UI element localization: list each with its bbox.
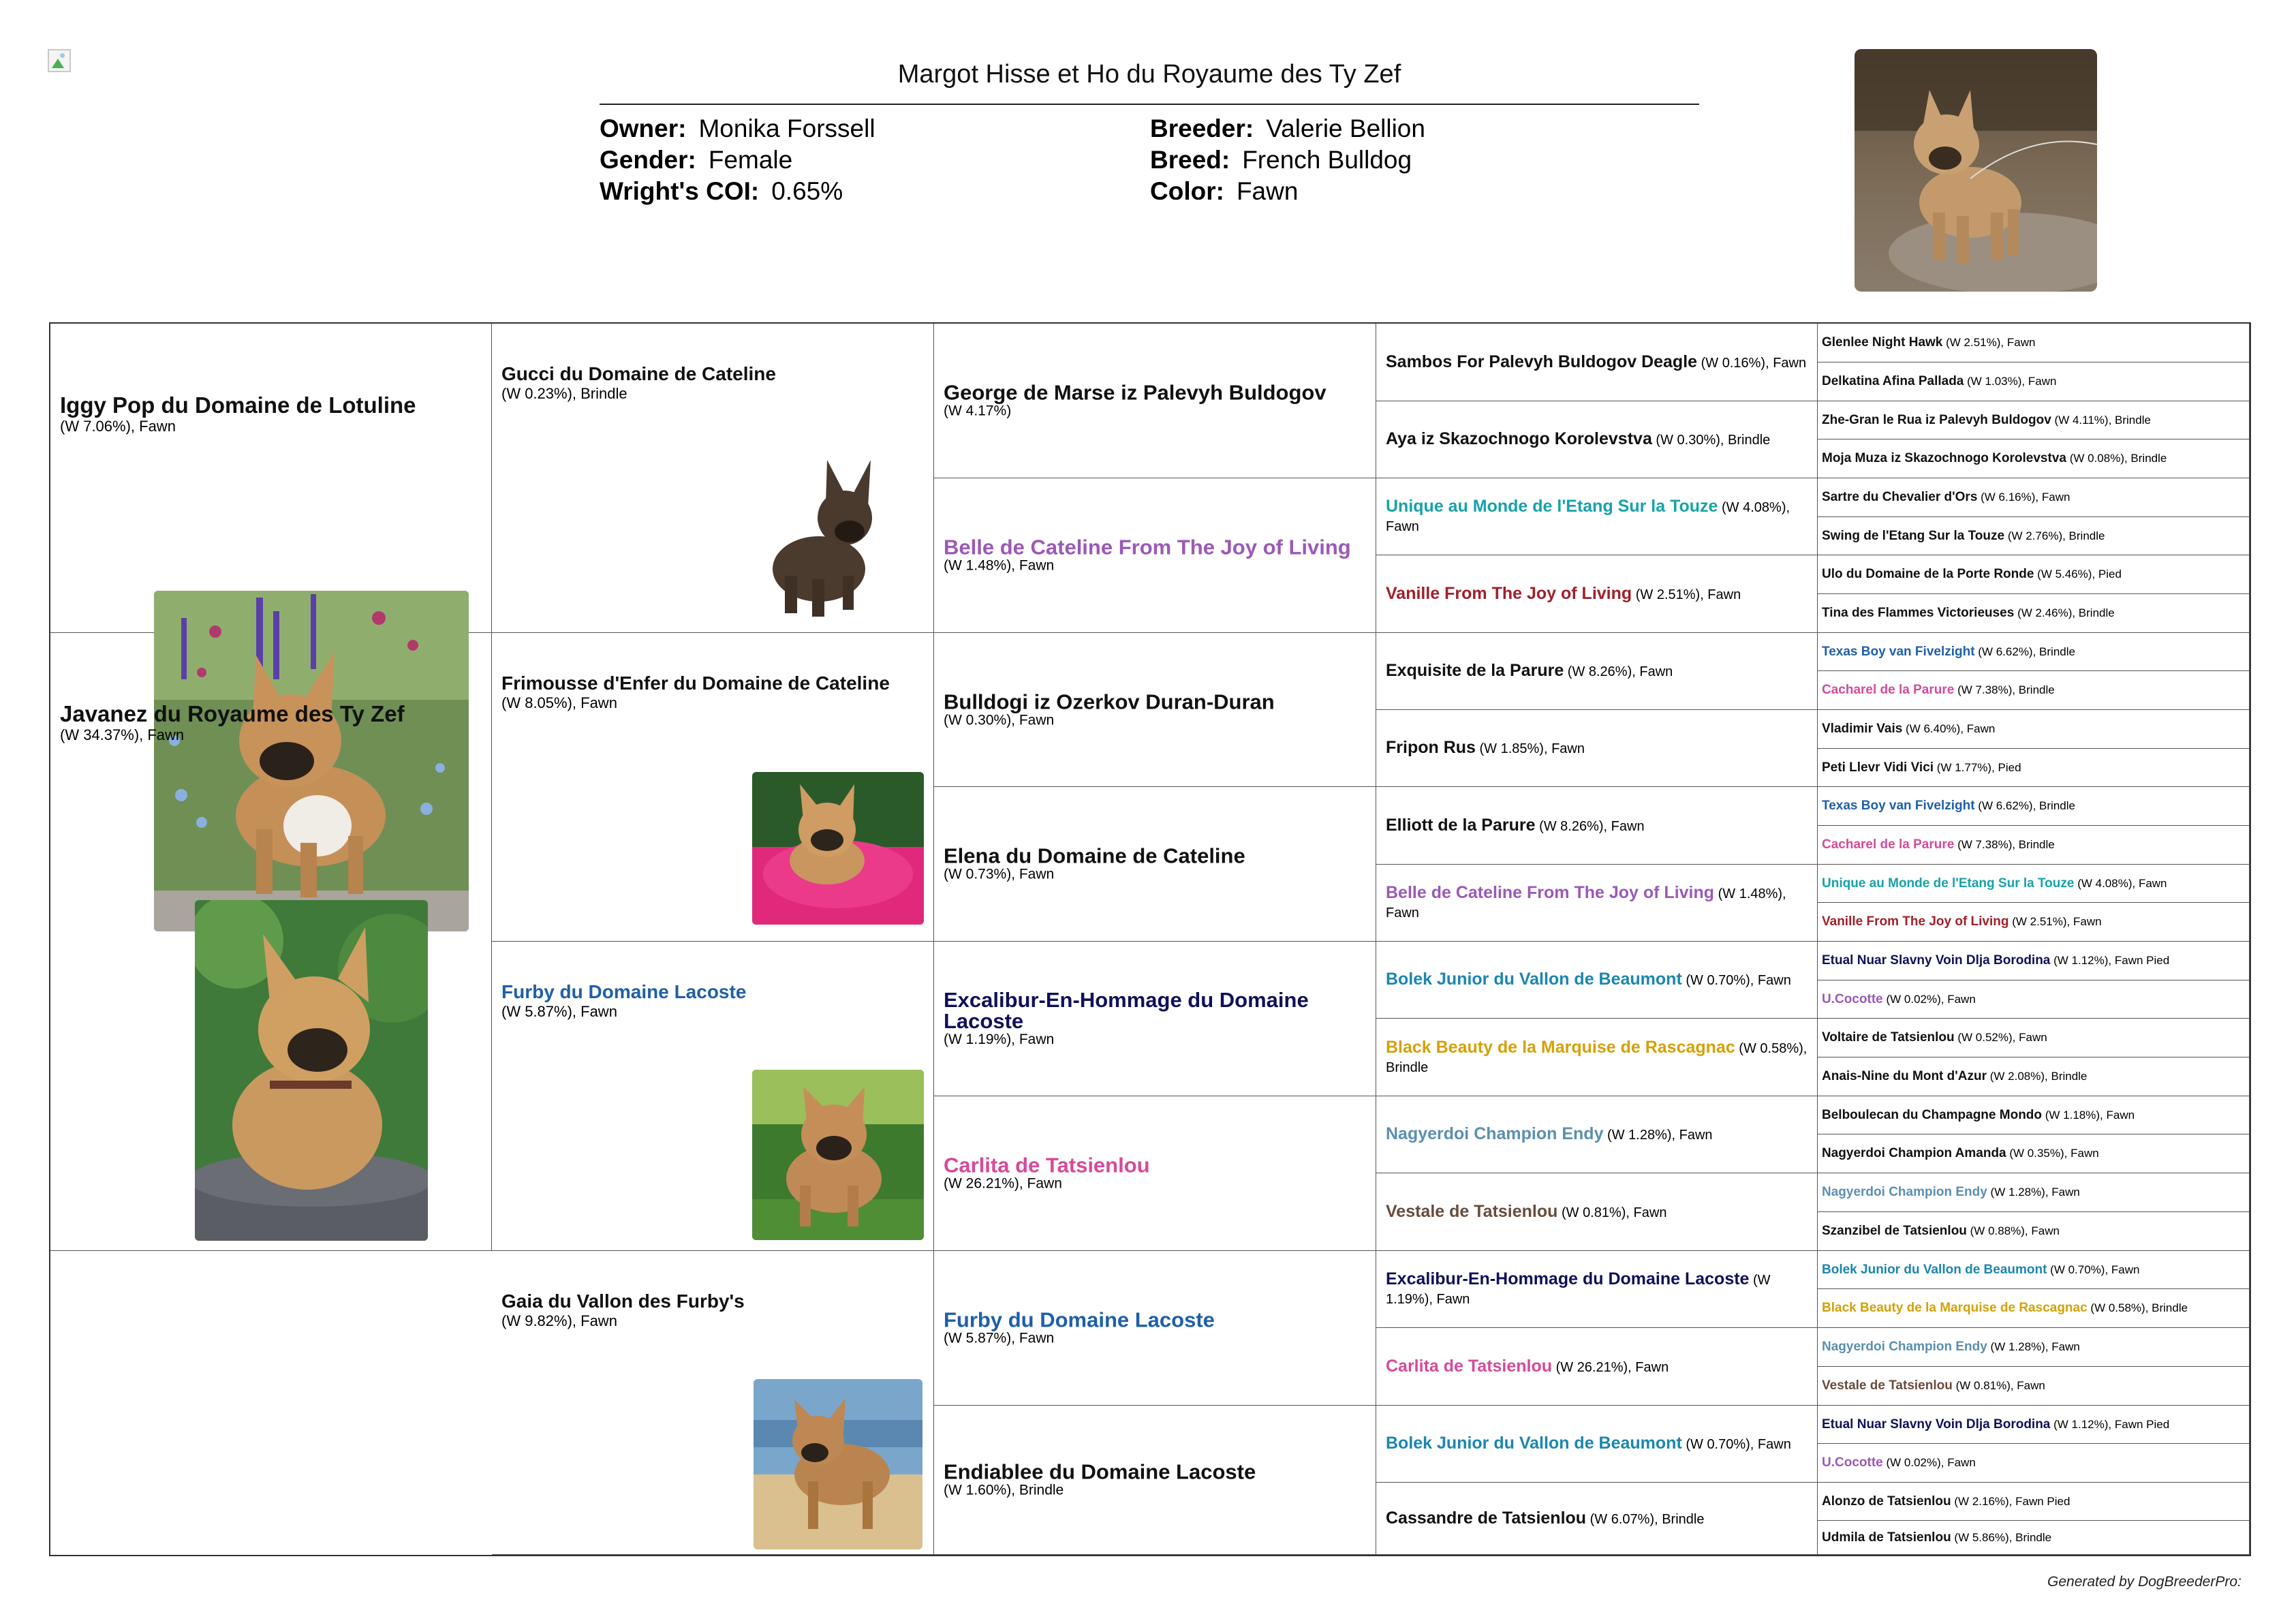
- dog-name[interactable]: Belboulecan du Champagne Mondo: [1822, 1107, 2043, 1122]
- dog-detail: (W 6.07%), Brindle: [1589, 1511, 1705, 1527]
- pedigree-gen5[interactable]: [1818, 1444, 2250, 1483]
- dog-detail: (W 6.16%), Fawn: [1981, 491, 2070, 504]
- pedigree-gen4[interactable]: [1376, 942, 1818, 1019]
- dog-name[interactable]: U.Cocotte: [1822, 1455, 1883, 1470]
- dog-name[interactable]: Alonzo de Tatsienlou: [1822, 1494, 1951, 1509]
- dog-detail: (W 2.51%), Fawn: [2012, 915, 2102, 928]
- dog-detail: (W 0.81%), Fawn: [1561, 1205, 1667, 1220]
- dog-name[interactable]: Vladimir Vais: [1822, 722, 1903, 736]
- pedigree-gen5[interactable]: [1818, 1251, 2250, 1289]
- dog-name[interactable]: Cacharel de la Parure: [1822, 837, 1955, 852]
- dog-detail: (W 0.08%), Brindle: [2069, 452, 2167, 465]
- dog-detail: (W 7.38%), Brindle: [1957, 683, 2055, 696]
- dog-name[interactable]: Moja Muza iz Skazochnogo Korolevstva: [1822, 451, 2066, 465]
- pedigree-gen5[interactable]: [1818, 1289, 2250, 1328]
- dog-detail: (W 7.38%), Brindle: [1957, 838, 2055, 851]
- dog-detail: (W 1.12%), Fawn Pied: [2053, 954, 2170, 967]
- color-row: Color: Fawn: [1150, 177, 1299, 205]
- dog-name[interactable]: Carlita de Tatsienlou: [944, 1153, 1150, 1177]
- pedigree-gen5[interactable]: [1818, 749, 2250, 787]
- dog-detail: (W 6.62%), Brindle: [1978, 645, 2075, 658]
- pedigree-gen5[interactable]: [1818, 1134, 2250, 1173]
- breeder-row: Breeder: Valerie Bellion: [1150, 114, 1425, 142]
- dog-detail: (W 8.26%), Fawn: [1567, 664, 1673, 679]
- dog-name[interactable]: Vestale de Tatsienlou: [1386, 1201, 1558, 1221]
- dog-detail: (W 4.17%): [944, 403, 1012, 419]
- dog-detail: (W 0.30%), Fawn: [944, 712, 1055, 728]
- dog-name[interactable]: Belle de Cateline From The Joy of Living: [1386, 883, 1715, 902]
- dog-name[interactable]: Voltaire de Tatsienlou: [1822, 1030, 1955, 1045]
- dog-name[interactable]: Nagyerdoi Champion Endy: [1822, 1340, 1987, 1354]
- dog-name[interactable]: Etual Nuar Slavny Voin Dlja Borodina: [1822, 1417, 2051, 1432]
- dog-name[interactable]: Nagyerdoi Champion Endy: [1386, 1124, 1604, 1143]
- pedigree-gen5[interactable]: [1818, 1019, 2250, 1057]
- info-left: [600, 113, 875, 207]
- pedigree-gen5[interactable]: [1818, 1367, 2250, 1406]
- dog-detail: (W 1.85%), Fawn: [1479, 741, 1585, 756]
- pedigree-gen2[interactable]: [492, 942, 934, 1251]
- dog-name[interactable]: Udmila de Tatsienlou: [1822, 1530, 1951, 1545]
- dog-name[interactable]: Glenlee Night Hawk: [1822, 335, 1943, 350]
- dog-name[interactable]: Sartre du Chevalier d'Ors: [1822, 490, 1978, 504]
- pedigree-gen4[interactable]: [1376, 555, 1818, 633]
- pedigree-gen4[interactable]: [1376, 633, 1818, 710]
- dog-detail: (W 1.77%), Pied: [1936, 760, 2021, 774]
- dog-detail: (W 0.02%), Fawn: [1886, 992, 1976, 1006]
- pedigree-gen5[interactable]: [1818, 1521, 2250, 1555]
- pedigree-gen5[interactable]: [1818, 826, 2250, 865]
- pedigree-gen5[interactable]: [1818, 517, 2250, 555]
- dog-name[interactable]: Texas Boy van Fivelzight: [1822, 644, 1975, 659]
- dog-name[interactable]: Unique au Monde de l'Etang Sur la Touze: [1822, 876, 2075, 891]
- dog-name[interactable]: Ulo du Domaine de la Porte Ronde: [1822, 567, 2034, 581]
- dog-detail: (W 0.81%), Fawn: [1955, 1379, 2045, 1392]
- dog-detail: (W 4.08%), Fawn: [2077, 876, 2167, 890]
- pedigree-gen5[interactable]: [1818, 1057, 2250, 1096]
- pedigree-gen4[interactable]: [1376, 1019, 1818, 1096]
- pedigree-gen5[interactable]: [1818, 1406, 2250, 1444]
- pedigree-gen5[interactable]: [1818, 362, 2250, 401]
- dog-detail: (W 2.51%), Fawn: [1635, 587, 1741, 602]
- dog-name[interactable]: Gucci du Domaine de Cateline: [501, 363, 776, 384]
- dog-photo: [764, 453, 879, 617]
- dog-name[interactable]: Bulldogi iz Ozerkov Duran-Duran: [944, 690, 1275, 713]
- gender-row: Gender: Female: [600, 146, 793, 174]
- dog-name[interactable]: Unique au Monde de l'Etang Sur la Touze: [1386, 497, 1718, 516]
- title-divider: [600, 104, 1699, 105]
- dog-name[interactable]: Etual Nuar Slavny Voin Dlja Borodina: [1822, 953, 2051, 968]
- owner-row: Owner: Monika Forssell: [600, 114, 875, 142]
- pedigree-gen4[interactable]: [1376, 1096, 1818, 1173]
- dog-name[interactable]: Elliott de la Parure: [1386, 815, 1536, 835]
- dog-detail: (W 4.11%), Brindle: [2054, 413, 2151, 427]
- breed-row: Breed: French Bulldog: [1150, 146, 1412, 174]
- dog-detail: (W 8.26%), Fawn: [1539, 818, 1645, 834]
- pedigree-gen4[interactable]: [1376, 1328, 1818, 1406]
- pedigree-gen3[interactable]: [934, 478, 1376, 633]
- dog-name[interactable]: Aya iz Skazochnogo Korolevstva: [1386, 429, 1652, 448]
- dog-name[interactable]: George de Marse iz Palevyh Buldogov: [944, 380, 1327, 405]
- pedigree-gen5[interactable]: [1818, 980, 2250, 1019]
- dog-detail: (W 1.28%), Fawn: [1990, 1340, 2080, 1353]
- subject-dog-photo: [1855, 49, 2097, 292]
- dog-name[interactable]: Anais-Nine du Mont d'Azur: [1822, 1069, 1987, 1083]
- dog-name[interactable]: Excalibur-En-Hommage du Domaine Lacoste: [1386, 1269, 1750, 1288]
- dog-detail: (W 0.52%), Fawn: [1957, 1031, 2047, 1044]
- dog-detail: (W 26.21%), Fawn: [944, 1175, 1062, 1192]
- dog-detail: (W 0.58%), Brindle: [2090, 1301, 2188, 1314]
- dog-detail: (W 0.73%), Fawn: [944, 866, 1055, 882]
- pedigree-table: [49, 322, 2251, 1556]
- dog-name[interactable]: Frimousse d'Enfer du Domaine de Cateline: [501, 673, 890, 694]
- pedigree-gen5[interactable]: [1818, 324, 2250, 362]
- coi-row: Wright's COI: 0.65%: [600, 177, 843, 205]
- dog-photo: [752, 1070, 924, 1240]
- dog-name[interactable]: Carlita de Tatsienlou: [1386, 1356, 1553, 1376]
- pedigree-gen5[interactable]: [1818, 787, 2250, 826]
- dog-name[interactable]: Zhe-Gran le Rua iz Palevyh Buldogov: [1822, 412, 2051, 427]
- dog-detail: (W 0.30%), Brindle: [1656, 433, 1771, 448]
- dog-detail: (W 0.70%), Fawn: [1686, 973, 1791, 988]
- dog-detail: (W 1.18%), Fawn: [2045, 1108, 2135, 1122]
- dog-detail: (W 8.05%), Fawn: [501, 694, 617, 711]
- dog-detail: (W 1.28%), Fawn: [1607, 1128, 1713, 1143]
- dog-name[interactable]: Vanille From The Joy of Living: [1822, 914, 2009, 929]
- pedigree-gen3[interactable]: [934, 1251, 1376, 1406]
- dog-name[interactable]: Peti Llevr Vidi Vici: [1822, 760, 1934, 775]
- pedigree-gen5[interactable]: [1818, 1483, 2250, 1521]
- pedigree-gen3[interactable]: [934, 942, 1376, 1096]
- pedigree-gen4[interactable]: [1376, 1173, 1818, 1251]
- pedigree-gen5[interactable]: [1818, 401, 2250, 439]
- dog-name[interactable]: Excalibur-En-Hommage du Domaine Lacoste: [944, 988, 1309, 1033]
- pedigree-gen2[interactable]: [492, 633, 934, 942]
- dog-detail: (W 4.08%), Fawn: [1386, 500, 1790, 534]
- pedigree-gen5[interactable]: [1818, 1328, 2250, 1367]
- dog-name[interactable]: Cassandre de Tatsienlou: [1386, 1508, 1587, 1528]
- dog-detail: (W 0.58%), Brindle: [1386, 1040, 1808, 1075]
- dog-name[interactable]: Iggy Pop du Domaine de Lotuline: [60, 392, 416, 418]
- pedigree-gen4[interactable]: [1376, 1483, 1818, 1555]
- dog-name[interactable]: Swing de l'Etang Sur la Touze: [1822, 528, 2005, 543]
- dog-detail: (W 6.62%), Brindle: [1978, 799, 2075, 812]
- dog-detail: (W 0.23%), Brindle: [501, 385, 627, 402]
- dog-photo: [754, 1379, 922, 1549]
- dog-name[interactable]: Furby du Domaine Lacoste: [944, 1308, 1215, 1332]
- pedigree-gen4[interactable]: [1376, 865, 1818, 942]
- pedigree-gen5[interactable]: [1818, 633, 2250, 671]
- pedigree-gen2[interactable]: [492, 1251, 934, 1555]
- dog-name[interactable]: Sambos For Palevyh Buldogov Deagle: [1386, 352, 1698, 371]
- dog-detail: (W 2.46%), Brindle: [2017, 606, 2115, 619]
- dog-name[interactable]: Elena du Domaine de Cateline: [944, 844, 1245, 868]
- pedigree-gen5[interactable]: [1818, 1096, 2250, 1134]
- dog-photo: [752, 772, 924, 925]
- dog-name[interactable]: Texas Boy van Fivelzight: [1822, 799, 1975, 813]
- dog-name[interactable]: Vanille From The Joy of Living: [1386, 583, 1632, 603]
- pedigree-sire[interactable]: [50, 324, 492, 633]
- dog-detail: (W 1.48%), Fawn: [944, 557, 1055, 574]
- dog-detail: (W 7.06%), Fawn: [60, 418, 176, 435]
- dog-name[interactable]: Delkatina Afina Pallada: [1822, 374, 1964, 388]
- dog-detail: (W 0.35%), Fawn: [2009, 1147, 2099, 1160]
- dog-detail: (W 0.88%), Fawn: [1970, 1224, 2060, 1237]
- dog-name[interactable]: Endiablee du Domaine Lacoste: [944, 1459, 1256, 1484]
- dog-detail: (W 2.76%), Brindle: [2007, 529, 2105, 542]
- dog-name[interactable]: Bolek Junior du Vallon de Beaumont: [1386, 970, 1682, 989]
- pedigree-gen5[interactable]: [1818, 671, 2250, 710]
- dog-detail: (W 0.02%), Fawn: [1886, 1456, 1976, 1469]
- pedigree-gen4[interactable]: [1376, 401, 1818, 478]
- pedigree-gen5[interactable]: [1818, 478, 2250, 517]
- pedigree-gen3[interactable]: [934, 787, 1376, 942]
- dog-detail: (W 0.70%), Fawn: [1686, 1437, 1791, 1452]
- dog-name[interactable]: Bolek Junior du Vallon de Beaumont: [1822, 1262, 2047, 1277]
- dog-name[interactable]: Nagyerdoi Champion Amanda: [1822, 1146, 2006, 1160]
- dog-detail: (W 5.87%), Fawn: [501, 1003, 617, 1020]
- dog-detail: (W 5.86%), Brindle: [1954, 1530, 2052, 1544]
- pedigree-gen4[interactable]: [1376, 710, 1818, 787]
- dog-detail: (W 1.28%), Fawn: [1990, 1186, 2080, 1199]
- dog-detail: (W 26.21%), Fawn: [1555, 1359, 1669, 1375]
- pedigree-gen5[interactable]: [1818, 903, 2250, 942]
- pedigree-gen4[interactable]: [1376, 1406, 1818, 1483]
- pedigree-gen4[interactable]: [1376, 1251, 1818, 1328]
- dog-detail: (W 5.46%), Pied: [2037, 568, 2122, 581]
- dog-name[interactable]: Black Beauty de la Marquise de Rascagnac: [1386, 1037, 1735, 1057]
- pedigree-gen3[interactable]: [934, 633, 1376, 787]
- pedigree-gen5[interactable]: [1818, 1212, 2250, 1251]
- dog-detail: (W 1.19%), Fawn: [944, 1032, 1055, 1047]
- dog-name[interactable]: Nagyerdoi Champion Endy: [1822, 1185, 1987, 1199]
- dog-detail: (W 34.37%), Fawn: [60, 726, 185, 743]
- pedigree-gen5[interactable]: [1818, 555, 2250, 594]
- pedigree-gen4[interactable]: [1376, 787, 1818, 865]
- dog-name[interactable]: Cacharel de la Parure: [1822, 683, 1955, 697]
- dog-name[interactable]: Furby du Domaine Lacoste: [501, 981, 747, 1002]
- dog-detail: (W 1.12%), Fawn Pied: [2053, 1417, 2170, 1431]
- dog-detail: (W 2.08%), Brindle: [1989, 1070, 2088, 1083]
- broken-image-icon: [48, 49, 71, 72]
- pedigree-gen5[interactable]: [1818, 865, 2250, 903]
- dog-detail: (W 0.70%), Fawn: [2050, 1263, 2140, 1276]
- dog-name[interactable]: Exquisite de la Parure: [1386, 661, 1564, 680]
- dog-name[interactable]: Black Beauty de la Marquise de Rascagnac: [1822, 1301, 2088, 1315]
- dog-name[interactable]: Vestale de Tatsienlou: [1822, 1378, 1953, 1393]
- pedigree-gen3[interactable]: [934, 324, 1376, 478]
- dog-detail: (W 6.40%), Fawn: [1906, 722, 1996, 735]
- dog-detail: (W 1.19%), Fawn: [1386, 1273, 1771, 1307]
- dog-detail: (W 5.87%), Fawn: [944, 1330, 1055, 1346]
- dog-detail: (W 2.51%), Fawn: [1946, 336, 2036, 349]
- dog-detail: (W 2.16%), Fawn Pied: [1954, 1494, 2070, 1508]
- dog-detail: (W 1.48%), Fawn: [1386, 886, 1786, 921]
- dog-detail: (W 1.03%), Fawn: [1967, 375, 2057, 388]
- dog-title: Margot Hisse et Ho du Royaume des Ty Zef: [897, 60, 1401, 89]
- dog-detail: (W 0.16%), Fawn: [1701, 355, 1807, 371]
- pedigree-gen5[interactable]: [1818, 594, 2250, 633]
- dog-detail: (W 9.82%), Fawn: [501, 1312, 617, 1329]
- dog-name[interactable]: Fripon Rus: [1386, 738, 1476, 757]
- pedigree-dam[interactable]: [50, 633, 492, 1251]
- pedigree-gen5[interactable]: [1818, 710, 2250, 749]
- pedigree-gen5[interactable]: [1818, 1173, 2250, 1212]
- dog-name[interactable]: Tina des Flammes Victorieuses: [1822, 606, 2015, 620]
- pedigree-gen2[interactable]: [492, 324, 934, 633]
- dog-name[interactable]: Javanez du Royaume des Ty Zef: [60, 701, 405, 726]
- pedigree-gen3[interactable]: [934, 1096, 1376, 1251]
- dog-name[interactable]: Szanzibel de Tatsienlou: [1822, 1224, 1967, 1238]
- pedigree-gen3[interactable]: [934, 1406, 1376, 1555]
- pedigree-gen5[interactable]: [1818, 439, 2250, 478]
- pedigree-gen4[interactable]: [1376, 324, 1818, 401]
- generated-by-footer: Generated by DogBreederPro:: [2047, 1574, 2241, 1590]
- dog-name[interactable]: Gaia du Vallon des Furby's: [501, 1290, 745, 1312]
- dog-name[interactable]: Bolek Junior du Vallon de Beaumont: [1386, 1434, 1682, 1453]
- pedigree-gen5[interactable]: [1818, 942, 2250, 980]
- dog-name[interactable]: Belle de Cateline From The Joy of Living: [944, 535, 1351, 559]
- info-right: [1150, 113, 1425, 207]
- pedigree-gen4[interactable]: [1376, 478, 1818, 555]
- dam-photo: [195, 900, 428, 1241]
- dog-name[interactable]: U.Cocotte: [1822, 991, 1883, 1006]
- dog-detail: (W 1.60%), Brindle: [944, 1482, 1064, 1498]
